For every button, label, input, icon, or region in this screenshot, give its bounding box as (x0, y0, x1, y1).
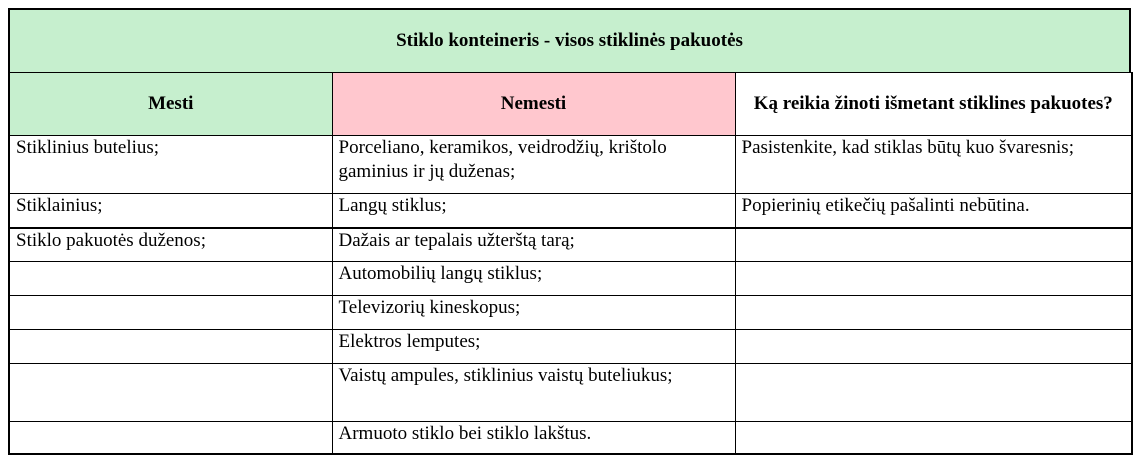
cell-nemesti: Langų stiklus; (332, 194, 735, 228)
table-row (9, 296, 1132, 330)
cell-nemesti: Elektros lemputes; (332, 330, 735, 364)
header-mesti: Mesti (9, 73, 332, 136)
cell-nemesti: Porceliano, keramikos, veidrodžių, krištolo gaminius ir jų duženas; (332, 136, 735, 194)
rules-grid (8, 72, 1133, 455)
cell-info (735, 330, 1132, 364)
table-row (9, 228, 1132, 262)
cell-info (735, 228, 1132, 262)
table-row (9, 330, 1132, 364)
table-row (9, 194, 1132, 228)
cell-nemesti: Vaistų ampules, stiklinius vaistų buteliukus; (332, 364, 735, 422)
cell-mesti (9, 296, 332, 330)
table-title: Stiklo konteineris - visos stiklinės pakuotės (8, 8, 1131, 73)
cell-info (735, 364, 1132, 422)
table-row (9, 364, 1132, 422)
cell-nemesti: Televizorių kineskopus; (332, 296, 735, 330)
cell-mesti: Stiklinius butelius; (9, 136, 332, 194)
recycling-table (8, 8, 1129, 456)
header-nemesti: Nemesti (332, 73, 735, 136)
table-row (9, 422, 1132, 454)
header-info: Ką reikia žinoti išmetant stiklines pakuotes? (735, 73, 1132, 136)
header-row (9, 73, 1132, 136)
cell-info (735, 422, 1132, 454)
cell-info: Popierinių etikečių pašalinti nebūtina. (735, 194, 1132, 228)
cell-mesti: Stiklo pakuotės duženos; (9, 228, 332, 262)
cell-nemesti: Dažais ar tepalais užterštą tarą; (332, 228, 735, 262)
cell-mesti (9, 262, 332, 296)
cell-mesti (9, 364, 332, 422)
cell-nemesti: Automobilių langų stiklus; (332, 262, 735, 296)
cell-mesti (9, 330, 332, 364)
table-row (9, 136, 1132, 194)
cell-mesti (9, 422, 332, 454)
cell-mesti: Stiklainius; (9, 194, 332, 228)
table-row (9, 262, 1132, 296)
cell-nemesti: Armuoto stiklo bei stiklo lakštus. (332, 422, 735, 454)
cell-info: Pasistenkite, kad stiklas būtų kuo švaresnis; (735, 136, 1132, 194)
cell-info (735, 262, 1132, 296)
cell-info (735, 296, 1132, 330)
